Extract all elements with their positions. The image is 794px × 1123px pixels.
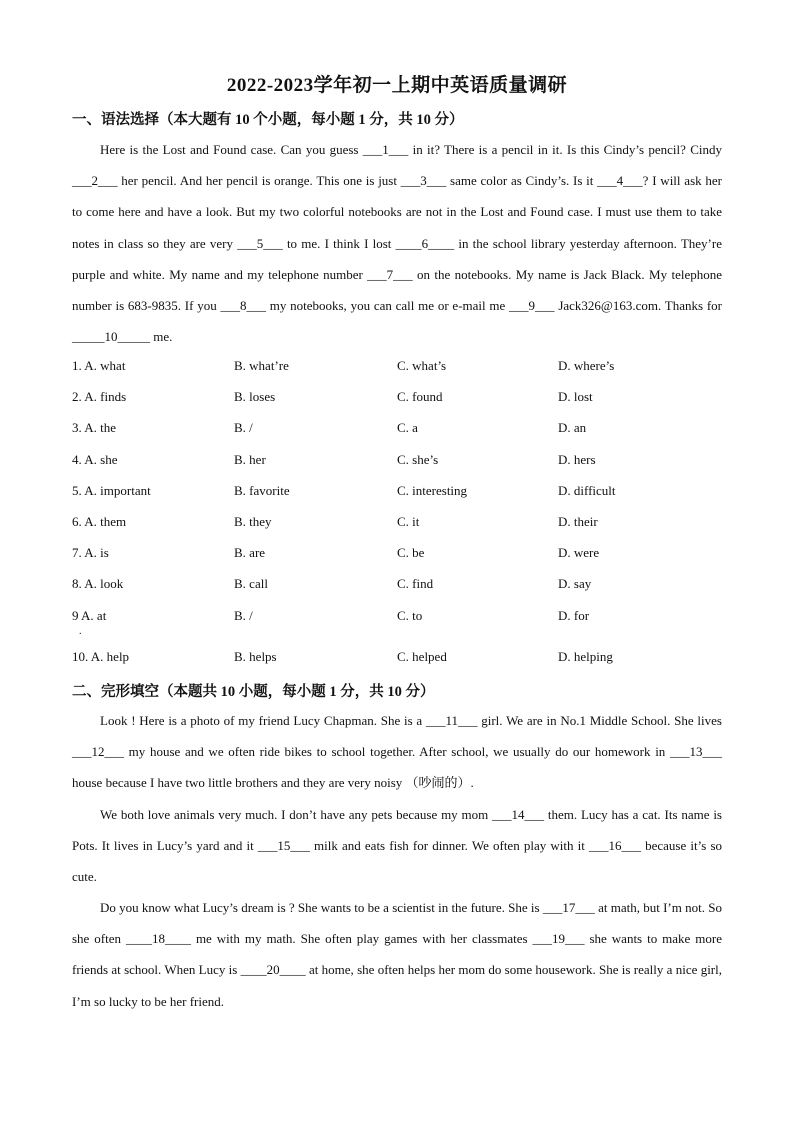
option-a: 2. A. finds <box>72 389 127 405</box>
option-d: D. for <box>558 607 590 623</box>
option-a: 8. A. look <box>72 576 124 592</box>
option-c: C. find <box>397 576 434 592</box>
option-c: C. what’s <box>397 358 447 373</box>
stray-dot: . <box>79 625 82 637</box>
section-2-paragraph-1: Look ! Here is a photo of my friend Lucy Chapman. She is a ___11___ girl. We are in No.1 Middle School. She lives ___12___ my house and we often ride bikes to school together. After school, we usually do our homework in ___13___ house because I have two little brothers and they are very noisy （吵闹的）. <box>72 713 722 791</box>
option-b: B. are <box>234 545 266 561</box>
section-2-paragraph-2: We both love animals very much. I don’t have any pets because my mom ___14___ them. Lucy has a cat. Its name is Pots. It lives in Lucy’s yard and it ___15___ milk and eats fish for dinner. We often play with it ___16___ because it’s so cute. <box>72 807 722 885</box>
option-b: B. they <box>234 514 272 529</box>
option-d: D. where’s <box>558 358 615 373</box>
option-b: B. loses <box>234 389 276 405</box>
option-a: 3. A. the <box>72 420 117 436</box>
option-c: C. be <box>397 545 425 561</box>
option-d: D. lost <box>558 389 593 405</box>
option-b: B. what’re <box>234 358 289 373</box>
question-row <box>72 608 722 639</box>
option-a: 9 A. at <box>72 607 107 623</box>
option-d: D. helping <box>558 649 613 664</box>
page-title: 2022-2023学年初一上期中英语质量调研 <box>226 75 568 96</box>
question-row <box>72 389 722 420</box>
option-a: 5. A. important <box>72 482 151 498</box>
option-c: C. she’s <box>397 451 439 467</box>
option-a: 4. A. she <box>72 451 118 467</box>
option-b: B. favorite <box>234 482 290 498</box>
section-2-paragraph-3: Do you know what Lucy’s dream is ? She wants to be a scientist in the future. She is ___17___ at math, but I’m not. So she often ____18____ me with my math. She often play games with her classmates ___19___ she wants to make more friends at school. When Lucy is ____20____ at home, she often helps her mom do some housework. She is really a nice girl, I’m so lucky to be her friend. <box>72 900 722 1009</box>
option-d: D. say <box>558 576 592 592</box>
option-c: C. helped <box>397 649 447 664</box>
option-b: B. / <box>234 607 253 623</box>
question-row <box>72 545 722 576</box>
option-a: 10. A. help <box>72 649 130 664</box>
option-b: B. her <box>234 451 266 467</box>
question-row <box>72 483 722 514</box>
option-c: C. a <box>397 420 418 436</box>
section-1-heading: 一、语法选择（本大题有 10 个小题，每小题 1 分，共 10 分） <box>72 112 464 128</box>
section-2-heading: 二、完形填空（本题共 10 小题，每小题 1 分，共 10 分） <box>72 684 435 700</box>
option-d: D. their <box>558 514 598 529</box>
question-row <box>72 452 722 483</box>
option-c: C. to <box>397 607 423 623</box>
option-b: B. helps <box>234 649 277 664</box>
question-row <box>72 576 722 607</box>
option-c: C. it <box>397 514 420 529</box>
option-b: B. / <box>234 420 253 436</box>
option-d: D. an <box>558 420 587 436</box>
option-c: C. found <box>397 389 443 405</box>
question-row <box>72 420 722 451</box>
option-a: 6. A. them <box>72 514 127 529</box>
section-1-passage: Here is the Lost and Found case. Can you guess ___1___ in it? There is a pencil in it. Is this Cindy’s pencil? Cindy ___2___ her pencil. And her pencil is orange. This one is just ___3___ same color as Cindy’s. Is it ___4___? I will ask her to come here and have a look. But my two colorful notebooks are not in the Lost and Found case. I must use them to take notes in class so they are very ___5___ to me. I think I lost ____6____ in the school library yesterday afternoon. They’re purple and white. My name and my telephone number ___7___ on the notebooks. My name is Jack Black. My telephone number is 683-9835. If you ___8___ my notebooks, you can call me or e-mail me ___9___ Jack326@163.com. Thanks for _____10_____ me. <box>72 142 722 345</box>
option-b: B. call <box>234 576 268 592</box>
question-row <box>72 358 722 389</box>
option-a: 1. A. what <box>72 358 126 373</box>
option-c: C. interesting <box>397 482 468 498</box>
option-d: D. difficult <box>558 482 616 498</box>
question-row <box>72 649 722 680</box>
option-d: D. were <box>558 545 600 561</box>
question-row <box>72 514 722 545</box>
option-d: D. hers <box>558 451 596 467</box>
option-a: 7. A. is <box>72 545 109 561</box>
